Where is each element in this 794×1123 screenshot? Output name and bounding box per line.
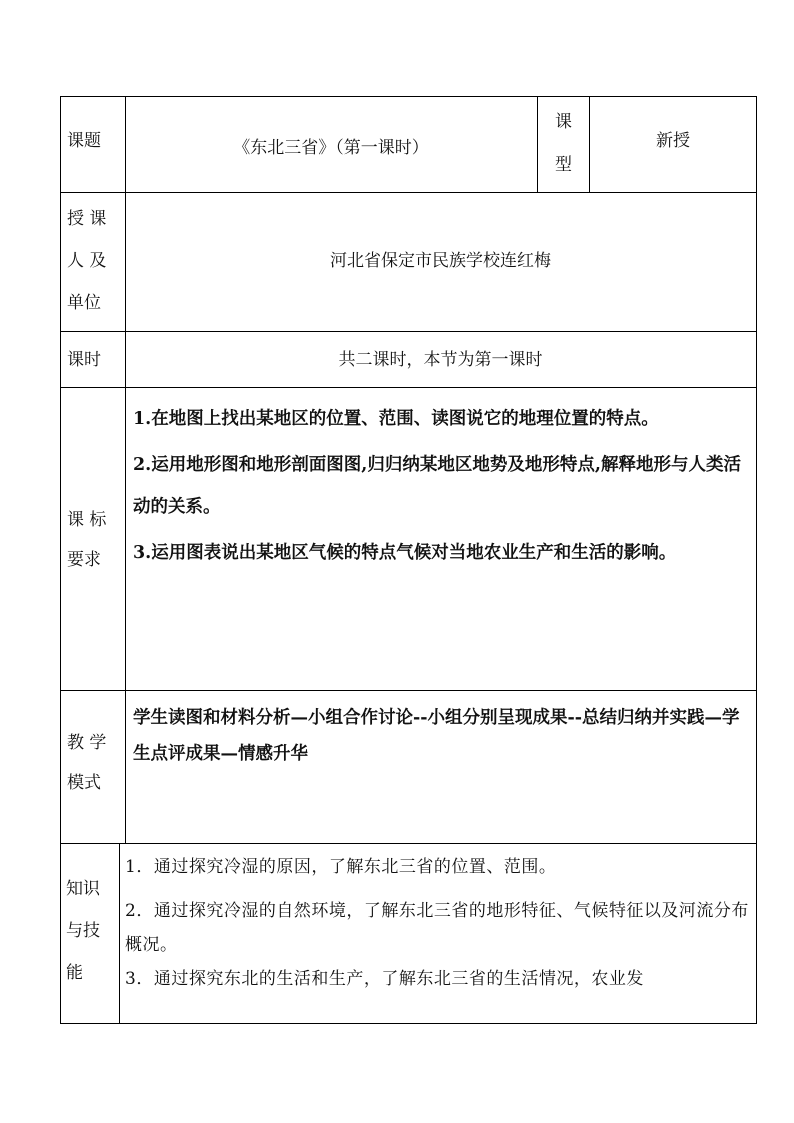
requirement-item: 3.运用图表说出某地区气候的特点气候对当地农业生产和生活的影响。 (133, 543, 677, 563)
row-divider (60, 690, 757, 691)
knowledge-item: 2．通过探究冷湿的自然环境，了解东北三省的地形特征、气候特征以及河流分布概况。 (125, 901, 749, 955)
knowledge-label-line2: 与技 (66, 921, 100, 941)
periods-value: 共二课时，本节为第一课时 (338, 350, 543, 370)
standard-label-line1: 课 标 (67, 510, 107, 530)
requirement-item: 1.在地图上找出某地区的位置、范围、读图说它的地理位置的特点。 (133, 409, 659, 429)
mode-label-line2: 模式 (67, 773, 101, 793)
knowledge-skills (125, 850, 753, 996)
knowledge-label-line3: 能 (66, 963, 83, 983)
knowledge-label-line1: 知识 (66, 879, 100, 899)
type-label-line1: 课 (555, 112, 572, 132)
teacher-label-line1: 授 课 (67, 209, 107, 229)
table-border-left (60, 96, 61, 1024)
requirement-item: 2.运用地形图和地形剖面图图,归归纳某地区地势及地形特点,解释地形与人类活动的关系。 (133, 455, 741, 517)
lesson-title: 《东北三省》（第一课时） (233, 138, 429, 158)
periods-label: 课时 (67, 350, 101, 370)
topic-label: 课题 (67, 131, 101, 151)
label-column-divider (125, 96, 126, 843)
label-column-divider-last (119, 843, 120, 1023)
row-divider (60, 331, 757, 332)
row-divider (60, 387, 757, 388)
standard-requirements (133, 398, 751, 574)
table-border-bottom (60, 1023, 757, 1024)
teacher-label-line2: 人 及 (67, 251, 107, 271)
standard-label-line2: 要求 (67, 550, 101, 570)
row-divider (60, 192, 757, 193)
table-border-top (60, 96, 757, 97)
teaching-mode-value: 学生读图和材料分析—小组合作讨论--小组分别呈现成果--总结归纳并实践—学生点评成果—情感升华 (133, 708, 740, 764)
knowledge-item: 3．通过探究东北的生活和生产，了解东北三省的生活情况，农业发 (125, 969, 644, 989)
knowledge-item: 1．通过探究冷湿的原因，了解东北三省的位置、范围。 (125, 857, 557, 877)
type-value: 新授 (656, 131, 690, 151)
teacher-label-line3: 单位 (67, 293, 101, 313)
type-label-line2: 型 (555, 155, 572, 175)
mode-label-line1: 教 学 (67, 733, 107, 753)
teacher-value: 河北省保定市民族学校连红梅 (330, 251, 551, 271)
row-divider (60, 843, 757, 844)
table-border-right (756, 96, 757, 1024)
